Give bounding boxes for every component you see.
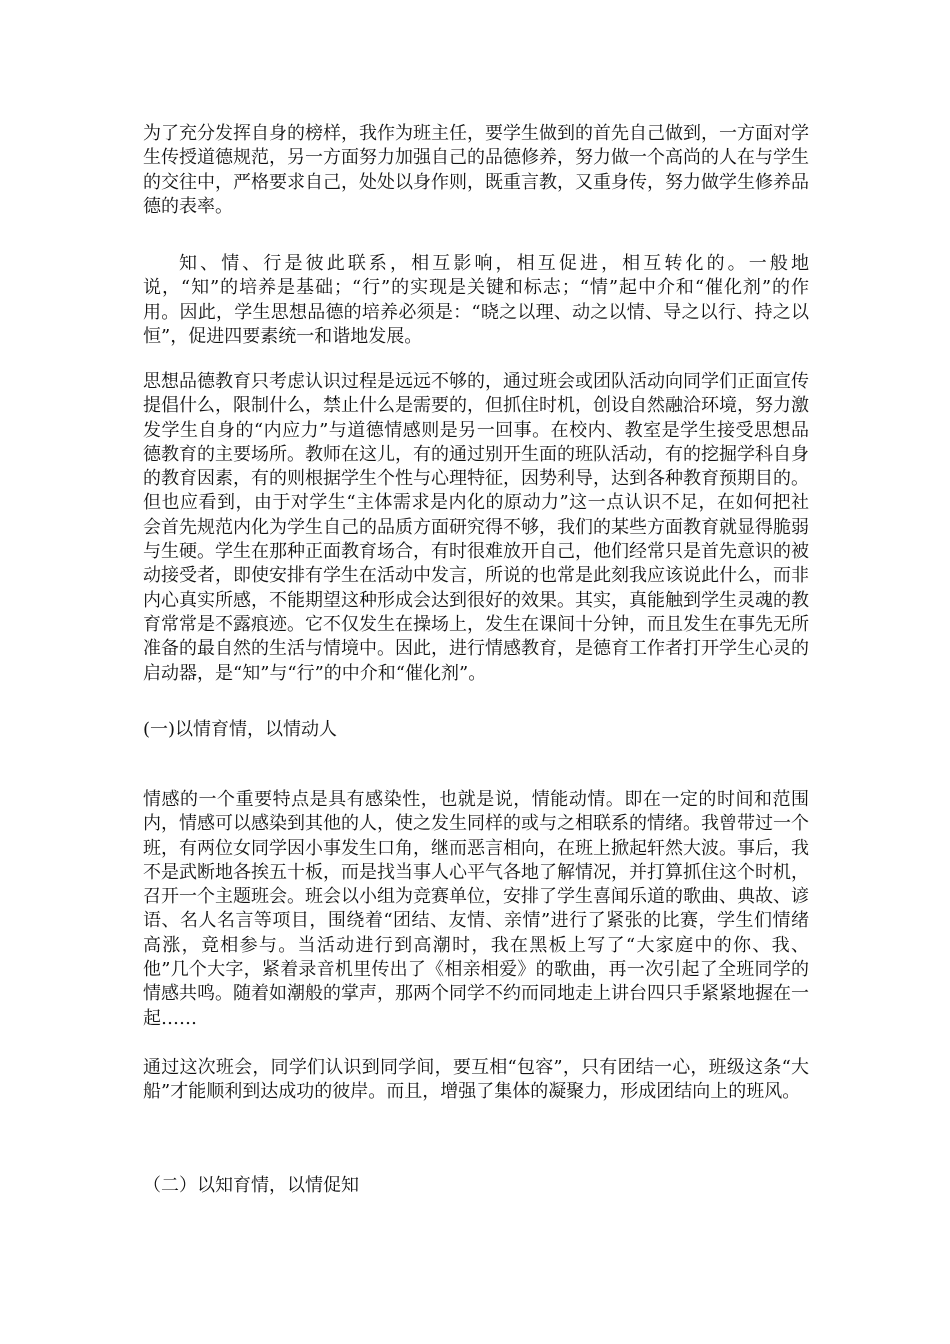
section-heading-2: （二）以知育情，以情促知 <box>143 1175 359 1196</box>
paragraph-class-meeting-result: 通过这次班会，同学们认识到同学间，要互相“包容”，只有团结一心，班级这条“大船”才能顺利到达成功的彼岸。而且，增强了集体的凝聚力，形成团结向上的班风。 <box>143 1057 809 1103</box>
paragraph-role-model: 为了充分发挥自身的榜样，我作为班主任，要学生做到的首先自己做到，一方面对学生传授道德规范，另一方面努力加强自己的品德修养，努力做一个高尚的人在与学生的交往中，严格要求自己，处处以身作则，既重言教，又重身传，努力做学生修养品德的表率。 <box>143 123 809 217</box>
paragraph-moral-education: 思想品德教育只考虑认识过程是远远不够的，通过班会或团队活动向同学们正面宣传提倡什么，限制什么，禁止什么是需要的，但抓住时机，创设自然融洽环境，努力激发学生自身的“内应力”与道德情感则是另一回事。在校内、教室是学生接受思想品德教育的主要场所。教师在这儿，有的通过别开生面的班队活动，有的挖掘学科自身的教育因素，有的则根据学生个性与心理特征，因势利导，达到各种教育预期目的。但也应看到，由于对学生“主体需求是内化的原动力”这一点认识不足，在如何把社会首先规范内化为学生自己的品质方面研究得不够，我们的某些方面教育就显得脆弱与生硬。学生在那种正面教育场合，有时很难放开自己，他们经常只是首先意识的被动接受者，即使安排有学生在活动中发言，所说的也常是此刻我应该说此什么，而非内心真实所感，不能期望这种形成会达到很好的效果。其实，真能触到学生灵魂的教育常常是不露痕迹。它不仅发生在操场上，发生在课间十分钟，而且发生在事先无所准备的最自然的生活与情境中。因此，进行情感教育，是德育工作者打开学生心灵的启动器，是“知”与“行”的中介和“催化剂”。 <box>143 371 809 684</box>
paragraph-emotional-contagion: 情感的一个重要特点是具有感染性，也就是说，情能动情。即在一定的时间和范围内，情感可以感染到其他的人，使之发生同样的或与之相联系的情绪。我曾带过一个班，有两位女同学因小事发生口角，继而恶言相向，在班上掀起轩然大波。事后，我不是武断地各挨五十板，而是找当事人心平气各地了解情况，并打算抓住这个时机，召开一个主题班会。班会以小组为竞赛单位，安排了学生喜闻乐道的歌曲、典故、谚语、名人名言等项目，围绕着“团结、友情、亲情”进行了紧张的比赛，学生们情绪高涨，竟相参与。当活动进行到高潮时，我在黑板上写了“大家庭中的你、我、他”几个大字，紧着录音机里传出了《相亲相爱》的歌曲，再一次引起了全班同学的情感共鸣。随着如潮般的掌声，那两个同学不约而同地走上讲台四只手紧紧地握在一起…… <box>143 789 809 1029</box>
paragraph-knowledge-emotion-action: 知、情、行是彼此联系，相互影响，相互促进，相互转化的。一般地说，“知”的培养是基础；“行”的实现是关键和标志；“情”起中介和“催化剂”的作用。因此，学生思想品德的培养必须是：“晓之以理、动之以情、导之以行、持之以恒”，促进四要素统一和谐地发展。 <box>143 253 809 347</box>
section-heading-1: (一)以情育情，以情动人 <box>143 719 338 740</box>
